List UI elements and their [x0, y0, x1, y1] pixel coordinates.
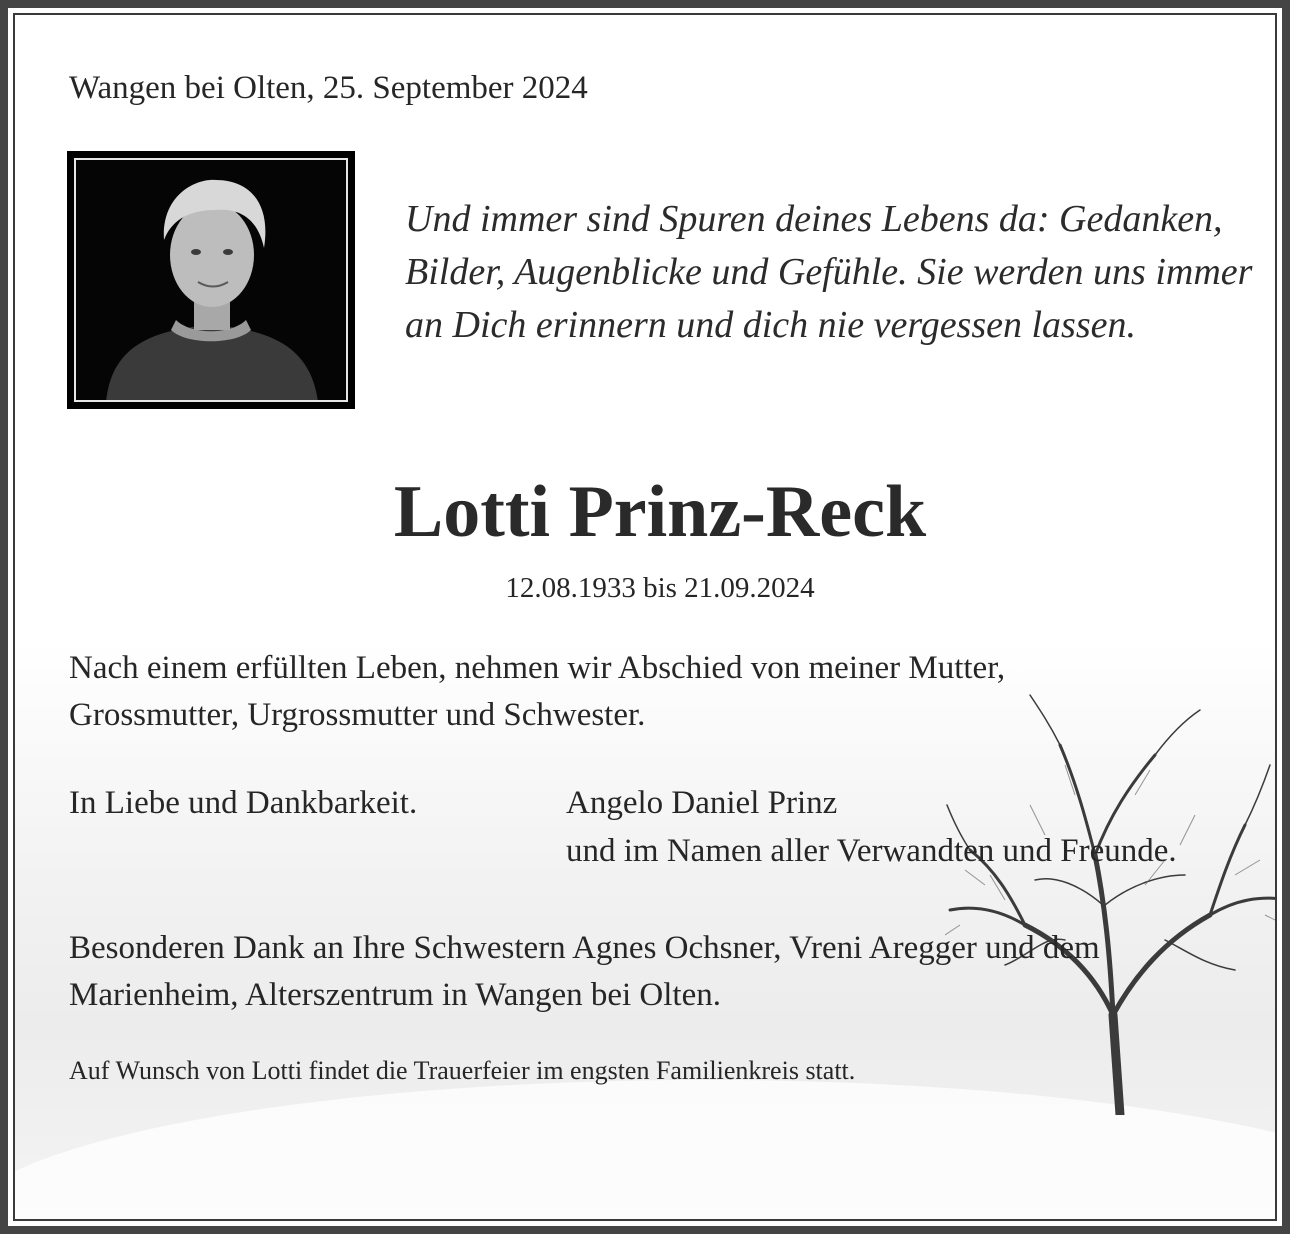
- place-date: Wangen bei Olten, 25. September 2024: [69, 70, 588, 106]
- farewell-text: Nach einem erfüllten Leben, nehmen wir Abschied von meiner Mutter, Grossmutter, Urgrossmutter und Schwester.: [69, 650, 1006, 733]
- portrait-photo: [74, 158, 348, 402]
- notice-card: [13, 13, 1277, 1221]
- deceased-name: Lotti Prinz-Reck: [393, 471, 927, 553]
- life-dates: 12.08.1933 bis 21.09.2024: [505, 572, 815, 604]
- closing-text: In Liebe und Dankbarkeit.: [69, 785, 418, 821]
- signature-family: und im Namen aller Verwandten und Freunde.: [566, 833, 1177, 869]
- winter-tree-image: [945, 685, 1277, 1115]
- portrait-frame: [67, 151, 355, 409]
- memorial-quote: Und immer sind Spuren deines Lebens da: Gedanken, Bilder, Augenblicke und Gefühle. Sie werden uns immer an Dich erinnern und dich nie vergessen lassen.: [405, 198, 1253, 346]
- ceremony-note: Auf Wunsch von Lotti findet die Trauerfeier im engsten Familienkreis statt.: [69, 1056, 856, 1085]
- signature-name: Angelo Daniel Prinz: [566, 785, 838, 821]
- thanks-text: Besonderen Dank an Ihre Schwestern Agnes Ochsner, Vreni Aregger und dem Marienheim, Alterszentrum in Wangen bei Olten.: [69, 930, 1100, 1013]
